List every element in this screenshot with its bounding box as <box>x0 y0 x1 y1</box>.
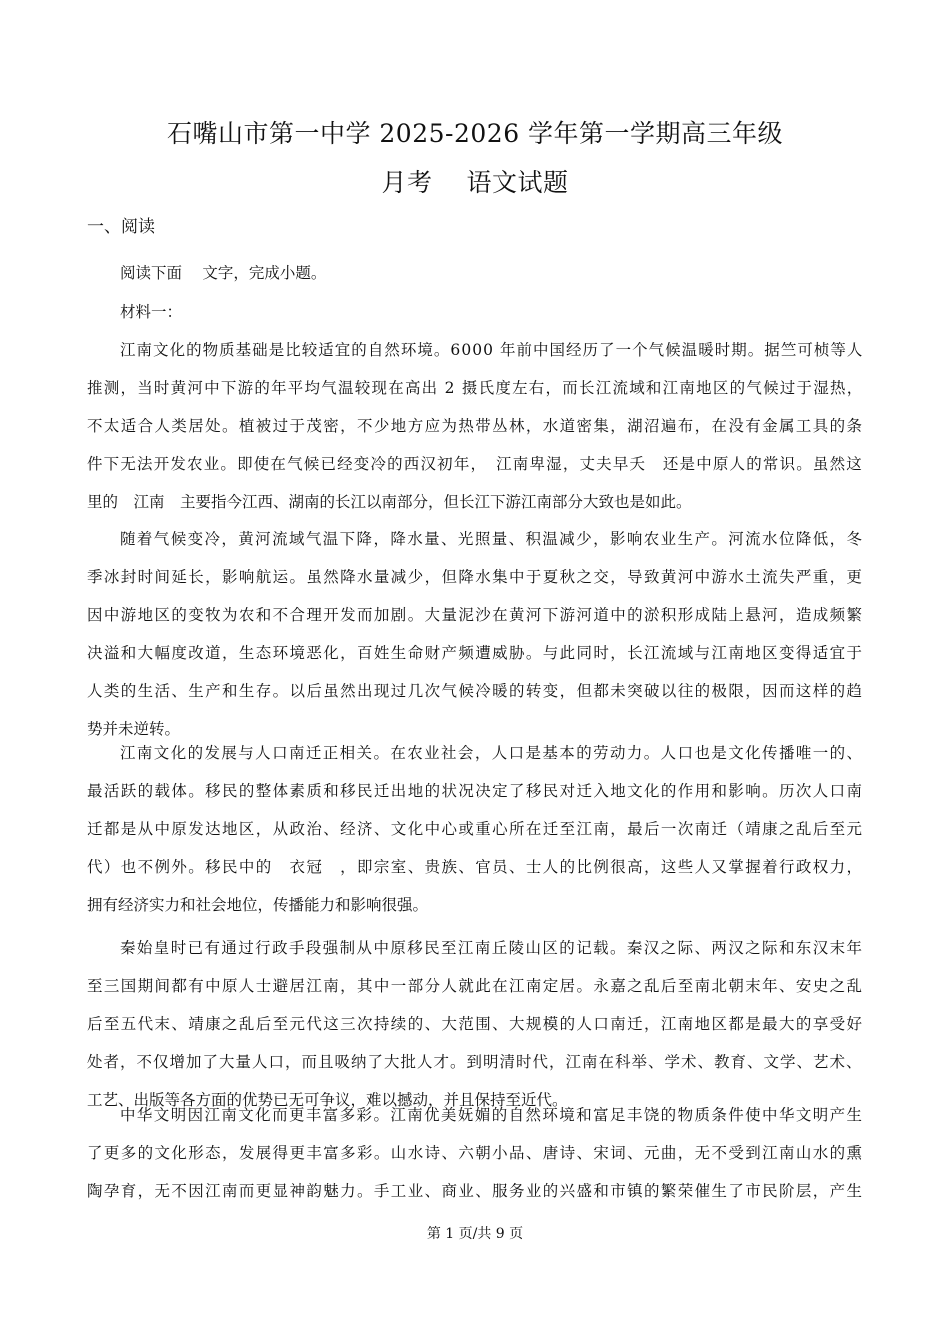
exam-subtitle: 月考 语文试题 <box>381 168 569 197</box>
paragraph-1-line: 件下无法开发农业。即使在气候已经变冷的西汉初年， 江南卑湿，丈夫早夭 还是中原人的常识。虽然这 <box>87 455 863 473</box>
paragraph-2-line: 因中游地区的变牧为农和不合理开发而加剧。大量泥沙在黄河下游河道中的淤积形成陆上悬河，造成频繁 <box>87 606 864 624</box>
paragraph-3-line: 江南文化的发展与人口南迁正相关。在农业社会，人口是基本的劳动力。人口也是文化传播唯一的、 <box>120 744 864 762</box>
paragraph-3-line: 迁都是从中原发达地区，从政治、经济、文化中心或重心所在迁至江南，最后一次南迁（靖康之乱后至元 <box>87 820 864 838</box>
instruction-text: 阅读下面 文字，完成小题。 <box>120 264 327 282</box>
paragraph-2-line: 决溢和大幅度改道，生态环境恶化，百姓生命财产频遭威胁。与此同时，长江流域与江南地区变得适宜于 <box>87 644 864 662</box>
paragraph-1-line: 里的 江南 主要指今江西、湖南的长江以南部分，但长江下游江南部分大致也是如此。 <box>87 493 692 511</box>
paragraph-1-line: 推测，当时黄河中下游的年平均气温较现在高出 2 摄氏度左右，而长江流域和江南地区的气候过于湿热， <box>87 379 864 397</box>
paragraph-3-line: 拥有经济实力和社会地位，传播能力和影响很强。 <box>87 896 429 914</box>
paragraph-4-line: 工艺、出版等各方面的优势已无可争议，难以撼动，并且保持至近代。 <box>87 1091 568 1109</box>
paragraph-3-line: 代）也不例外。移民中的 衣冠 ，即宗室、贵族、官员、士人的比例很高，这些人又掌握着行政权力， <box>87 858 864 876</box>
paragraph-5-line: 陶孕育，无不因江南而更显神韵魅力。手工业、商业、服务业的兴盛和市镇的繁荣催生了市民阶层，产生 <box>87 1182 864 1200</box>
material-label: 材料一： <box>120 303 183 321</box>
paragraph-4-line: 后至五代末、靖康之乱后至元代这三次持续的、大范围、大规模的人口南迁，江南地区都是最大的享受好 <box>87 1015 864 1033</box>
paragraph-5-line: 了更多的文化形态，发展得更丰富多彩。山水诗、六朝小品、唐诗、宋词、元曲，无不受到江南山水的熏 <box>87 1144 864 1162</box>
paragraph-4-line: 秦始皇时已有通过行政手段强制从中原移民至江南丘陵山区的记载。秦汉之际、两汉之际和东汉末年 <box>120 939 864 957</box>
paragraph-2-line: 随着气候变冷，黄河流域气温下降，降水量、光照量、积温减少，影响农业生产。河流水位降低，冬 <box>120 530 864 548</box>
paragraph-5-line: 中华文明因江南文化而更丰富多彩。江南优美妩媚的自然环境和富足丰饶的物质条件使中华文明产生 <box>120 1106 864 1124</box>
section-heading: 一、阅读 <box>87 217 155 237</box>
paragraph-4-line: 至三国期间都有中原人士避居江南，其中一部分人就此在江南定居。永嘉之乱后至南北朝末年、安史之乱 <box>87 977 864 995</box>
paragraph-4-line: 处者，不仅增加了大量人口，而且吸纳了大批人才。到明清时代，江南在科举、学术、教育、文学、艺术、 <box>87 1053 863 1071</box>
paragraph-3-line: 最活跃的载体。移民的整体素质和移民迁出地的状况决定了移民对迁入地文化的作用和影响。历次人口南 <box>87 782 864 800</box>
paragraph-1-line: 江南文化的物质基础是比较适宜的自然环境。6000 年前中国经历了一个气候温暖时期。据竺可桢等人 <box>120 341 864 359</box>
paragraph-2-line: 季冰封时间延长，影响航运。虽然降水量减少，但降水集中于夏秋之交，导致黄河中游水土流失严重，更 <box>87 568 864 586</box>
paragraph-2-line: 人类的生活、生产和生存。以后虽然出现过几次气候冷暖的转变，但都未突破以往的极限，因而这样的趋 <box>87 682 864 700</box>
paragraph-1-line: 不太适合人类居处。植被过于茂密，不少地方应为热带丛林，水道密集，湖沼遍布，在没有金属工具的条 <box>87 417 864 435</box>
page-number: 第 1 页/共 9 页 <box>426 1226 524 1242</box>
exam-title: 石嘴山市第一中学 2025-2026 学年第一学期高三年级 <box>166 119 784 148</box>
paragraph-2-line: 势并未逆转。 <box>87 720 181 738</box>
